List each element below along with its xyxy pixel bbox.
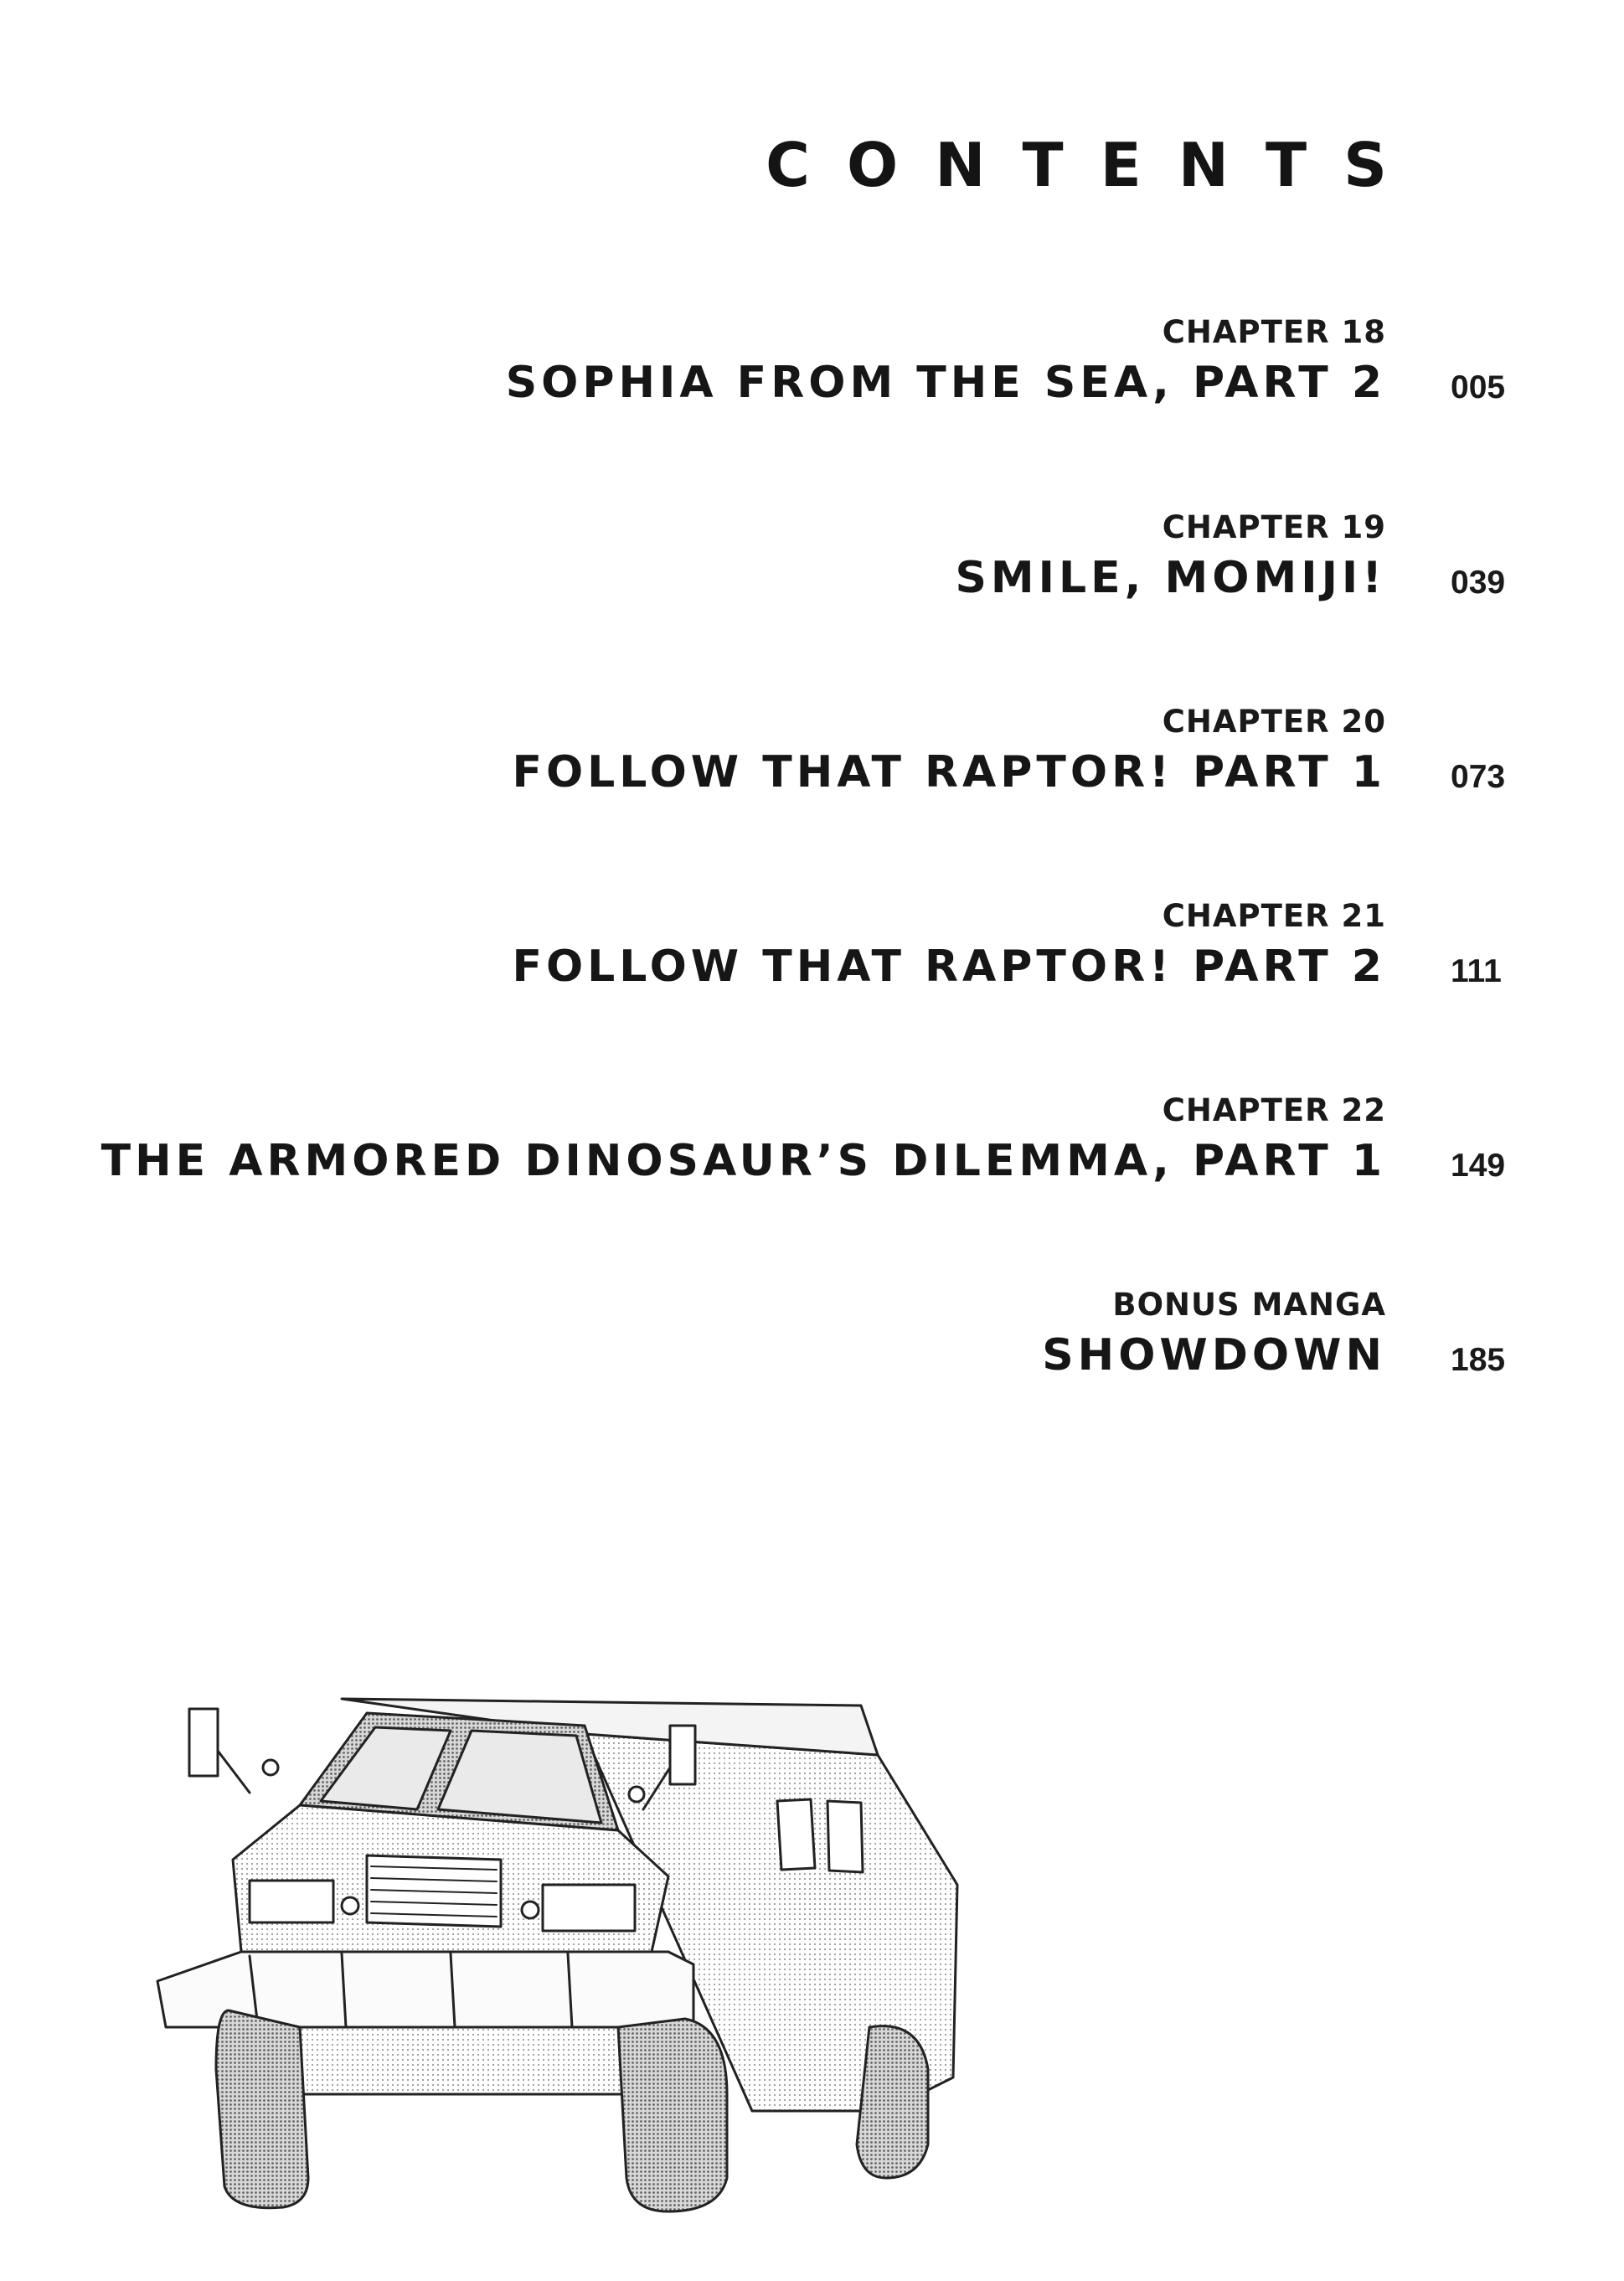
entry-page-number: 039 <box>1451 565 1506 601</box>
contents-heading: CONTENTS <box>766 130 1424 200</box>
entry-title: FOLLOW THAT RAPTOR! PART 2 <box>512 942 1386 992</box>
toc-entry-bonus[interactable] <box>0 1287 1624 1387</box>
entry-label: CHAPTER 21 <box>1162 898 1386 934</box>
entry-page-number: 149 <box>1451 1148 1506 1184</box>
entry-page-number: 111 <box>1451 953 1502 989</box>
toc-entry-ch19[interactable] <box>0 509 1624 610</box>
armored-vehicle-illustration <box>149 1675 987 2220</box>
entry-label: CHAPTER 22 <box>1162 1092 1386 1128</box>
entry-label: CHAPTER 19 <box>1162 509 1386 545</box>
toc-entry-ch21[interactable] <box>0 898 1624 999</box>
toc-entry-ch22[interactable] <box>0 1092 1624 1193</box>
entry-title: SHOWDOWN <box>1042 1330 1386 1380</box>
toc-entry-ch20[interactable] <box>0 704 1624 804</box>
entry-label: CHAPTER 20 <box>1162 704 1386 740</box>
entry-title: FOLLOW THAT RAPTOR! PART 1 <box>512 747 1386 797</box>
entry-page-number: 073 <box>1451 759 1506 795</box>
entry-page-number: 185 <box>1451 1342 1506 1378</box>
entry-label: BONUS MANGA <box>1112 1287 1386 1323</box>
entry-page-number: 005 <box>1451 369 1506 405</box>
entry-title: THE ARMORED DINOSAUR’S DILEMMA, PART 1 <box>101 1136 1386 1186</box>
toc-entry-ch18[interactable] <box>0 314 1624 415</box>
entry-title: SOPHIA FROM THE SEA, PART 2 <box>505 358 1386 408</box>
entry-title: SMILE, MOMIJI! <box>955 553 1386 603</box>
entry-label: CHAPTER 18 <box>1162 314 1386 350</box>
